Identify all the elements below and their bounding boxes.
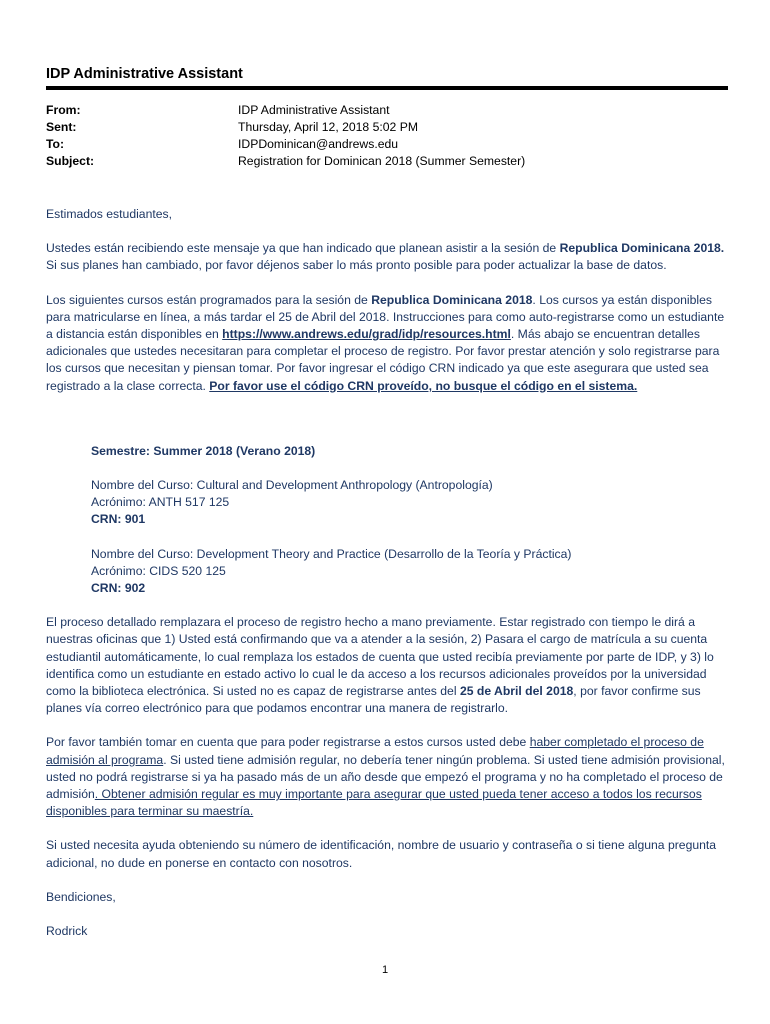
p3-text-c: , por favor confirme sus planes vía correo electrónico para que podamos encontrar una manera de registrarlo. (46, 684, 701, 716)
p2-text-c: . Los cursos ya están disponibles para matricularse en línea, a más tardar el 25 de Abril del 2018. Instrucciones para como auto-registrarse como un estudiante a distancia están disponibles en (46, 292, 725, 342)
p1-text-a: Ustedes están recibiendo este mensaje ya que han indicado que planean asistir a la sesión de (46, 241, 560, 256)
p1-session-name: Republica Dominicana 2018. (559, 241, 725, 256)
from-value: IDP Administrative Assistant (238, 103, 390, 117)
paragraph-3 (46, 614, 728, 717)
course-1-name: Nombre del Curso: Cultural and Development Anthropology (Antropología) (91, 478, 493, 493)
course-2-acronym: Acrónimo: CIDS 520 125 (91, 563, 226, 578)
resources-link[interactable]: https://www.andrews.edu/grad/idp/resources.html (222, 327, 511, 342)
subject-label: Subject: (46, 154, 95, 168)
sender-name-heading: IDP Administrative Assistant (46, 66, 243, 82)
p2-text-d: . Más abajo se encuentran detalles adicionales que ustedes necesitaran para completar el proceso de registro. Por favor prestar atención y solo registrarse para los cursos que necesitan y piensan tomar. Por favor ingresar el código CRN indicado ya que este asegurara que usted sea registrado a la clase correcta. (46, 327, 720, 393)
signature: Rodrick (46, 924, 88, 939)
from-label: From: (46, 103, 81, 117)
header-divider (46, 86, 728, 90)
header-subject-row (46, 153, 728, 170)
p2-session-name: Republica Dominicana 2018 (371, 292, 533, 307)
crn-notice: Por favor use el código CRN proveído, no busque el código en el sistema. (209, 378, 638, 393)
course-1-acronym: Acrónimo: ANTH 517 125 (91, 495, 230, 510)
course-block (46, 443, 728, 597)
p1-text-c: Si sus planes han cambiado, por favor déjenos saber lo más pronto posible para poder actualizar la base de datos. (46, 258, 667, 273)
paragraph-1 (46, 240, 728, 274)
subject-value: Registration for Dominican 2018 (Summer Semester) (238, 154, 526, 168)
page-number: 1 (381, 964, 389, 976)
p4-regular-admission-note: . Obtener admisión regular es muy importante para asegurar que usted pueda tener acceso a todos los recursos disponibles para terminar su maestría. (46, 787, 702, 819)
sent-value: Thursday, April 12, 2018 5:02 PM (238, 120, 418, 134)
to-label: To: (46, 137, 65, 151)
course-2-name: Nombre del Curso: Development Theory and Practice (Desarrollo de la Teoría y Práctica) (91, 546, 572, 561)
closing: Bendiciones, (46, 889, 116, 904)
greeting: Estimados estudiantes, (46, 207, 173, 221)
p4-text-c: . Si usted tiene admisión regular, no debería tener ningún problema. Si usted tiene admisión provisional, usted no podrá registrarse si ya ha pasado más de un año desde que empezó el programa y no ha completado el proceso de admisión (46, 752, 725, 802)
paragraph-5: Si usted necesita ayuda obteniendo su número de identificación, nombre de usuario y contraseña o si tiene alguna pregunta adicional, no dude en ponerse en contacto con nosotros. (46, 838, 717, 870)
paragraph-2 (46, 292, 728, 395)
p2-text-a: Los siguientes cursos están programados para la sesión de (46, 292, 372, 307)
to-value: IDPDominican@andrews.edu (238, 137, 399, 151)
email-body (46, 170, 728, 940)
email-page (46, 64, 728, 940)
course-1-crn: CRN: 901 (91, 512, 146, 527)
header-to-row (46, 136, 728, 153)
header-from-row (46, 102, 728, 119)
p4-admission-requirement: haber completado el proceso de admisión al programa (46, 735, 704, 767)
semester-heading: Semestre: Summer 2018 (Verano 2018) (91, 443, 316, 458)
paragraph-4 (46, 734, 728, 820)
sent-label: Sent: (46, 120, 77, 134)
p3-text-a: El proceso detallado remplazara el proceso de registro hecho a mano previamente. Estar registrado con tiempo le dirá a nuestras oficinas que 1) Usted está confirmando que va a atender a la sesión, 2) Pasara el cargo de matrícula a su cuenta estudiantil automáticamente, lo cual remplaza los estados de cuenta que usted recibía previamente por parte de IDP, y 3) lo identifica como un estudiante en estado activo lo cual le da acceso a los recursos adicionales proveídos por la universidad como la biblioteca electrónica. Si usted no es capaz de registrarse antes del (46, 615, 714, 699)
p3-deadline: 25 de Abril del 2018 (459, 684, 574, 699)
header-sent-row (46, 119, 728, 136)
course-2-crn: CRN: 902 (91, 581, 146, 596)
p4-text-a: Por favor también tomar en cuenta que para poder registrarse a estos cursos usted debe (46, 735, 530, 750)
